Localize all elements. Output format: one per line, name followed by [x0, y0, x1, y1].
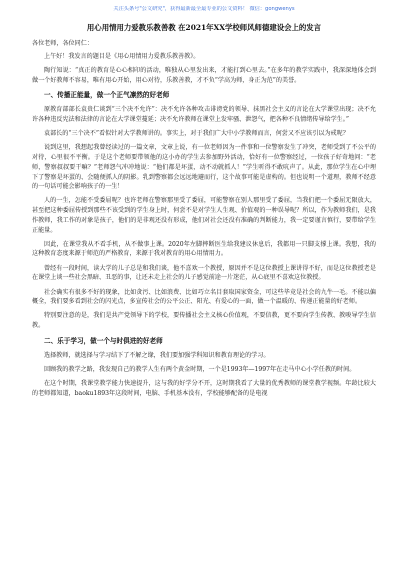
paragraph: 回顾我的教学之路，我发现自己的教学人生有两个黄金时期，一个是1993年—1997年在走马中心小学任教的时间。 — [44, 366, 356, 374]
paragraph: 曾经有一段时间，读大学的儿子总是和我们谈，他不喜欢一个教授，原因并不是这位教授上课讲得不好，而是这位教授老是在课堂上谈一些社会黑暗、丑恶的事，让还未走上社会的儿子感觉前途一片迷茫，从心底里不喜欢这位教授。 — [32, 264, 376, 282]
paragraph: 因此，在课堂我从不看手机，从不做事上课。2020年左脚摔断医生给我建议休息后，我都用一只脚支撑上课。我想，我的这种教育态度来源于师范的严格教育，来源于我对教育的用心用情用力。 — [32, 240, 376, 258]
promo-banner: 关注头条号"公文研究"，获得最新最全最专业的公文资料！ 微信：gongwenys — [113, 6, 295, 12]
paragraph: 袁部长的“三个决不”看似针对大学教师讲的。事实上，对于我们广大中小学教师而言，何尝又不应该引以为戒呢？ — [44, 130, 349, 138]
section-heading: 二、乐于学习，做一个与时俱进的好老师 — [44, 336, 163, 345]
paragraph: 原教育部部长袁贵仁谈到“三个决不允许”：决不允许各种攻击诽谤党的领导、抹黑社会主义的言论在大学课堂出现；决不允许各种违反宪法和法律的言论在大学课堂蔓延；决不允许教师在课堂上发牢骚、泄怨气，把各种不良情绪传导给学生。” — [32, 106, 376, 124]
paragraph: 人的一生，怎能不受委屈呢？也许老师在警察那里受了委屈，可能警察在别人那里受了委屈，当我们把一个委屈无限放大，甚至把这种委屈传授到那些不该受到的学生身上时，何尝不是对学生人生观、价值观的一种误导呢？所以，作为教师我们，是我作教师，我工作的对象是孩子，他们的是非观还没有形成，他们对社会还没有准确的判断能力，我一定要谨言慎行，要带给学生正能量。 — [32, 197, 376, 234]
paragraph: 说到这里，我想起我曾经读过的一篇文章，文章上说，有一位老师因为一件事和一位警察发生了冲突，老师受到了不公平的对待，心里很不平衡。于是这个老师要带领他的这小办的学生去参加野外活动，恰好有一位警察经过，一位孩子好奇地问：“老师，警察叔叔要干嘛？”老师怨气冲冲地说：“他们都是坏蛋，动不动就抓人！”学生听得不敢吭声了。从此，那位学生在心中埋下了警察是坏蛋的、会随便抓人的阴影。乳到警察都会远远地避而行，这个故事可能是虚构的。但也说明一个道理，教师不经意的一句话可能会影响孩子的一生！ — [32, 144, 376, 191]
paragraph: 选择教师，就选择与学习结下了不解之缘，我们要加强学科知识和教育理论的学习。 — [44, 351, 270, 359]
document-body — [32, 39, 376, 399]
paragraph: 在这个时期，我课堂教学能力快速提升，这与我的好学分不开，这时期我看了大量的优秀教师的课堂教学视频。年龄比较大的老师都知道，baoku1893年这段时间，电脑、手机基本没有，学校能够配备的是电视 — [32, 380, 376, 397]
section-heading: 一、传播正能量，做一个正气凛然的好老师 — [44, 91, 170, 100]
greeting: 各位老师，各位同仁： — [32, 40, 93, 47]
paragraph: 社会确实有很多不好的现象，比如贪污、比如浪费、比如巧立名目套取国家资金，可这些毕竟是社会的九牛一毛。不能以偏概全，我们要多看到社会的闪光点，多宣传社会的公平公正、阳光、有爱心的一面，做一个温暖的、传递正能量的好老师。 — [32, 288, 376, 306]
paragraph: 上午好！我发言的题目是《用心用情用力爱教乐教善教》。 — [44, 52, 200, 60]
paragraph: 陶行知说：“真正的教育是心心相印的活动，唯独从心里发出来，才能打到心里去。”在多年的教学实践中，我深深地体会到做一个好教师不容易，唯有用心开始，用心对待，乐教善教，才不负“学高为师，身正为范”的美誉。 — [32, 66, 376, 84]
paragraph: 特别要注意的是，我们是共产党领导下的学校，要传播社会主义核心价值观，不要信教，更不要向学生传教、教唆导学生信教。 — [32, 312, 376, 330]
document-title: 用心用情用力爱教乐教善教 在2021年XX学校师风师德建设会上的发言 — [86, 23, 322, 32]
